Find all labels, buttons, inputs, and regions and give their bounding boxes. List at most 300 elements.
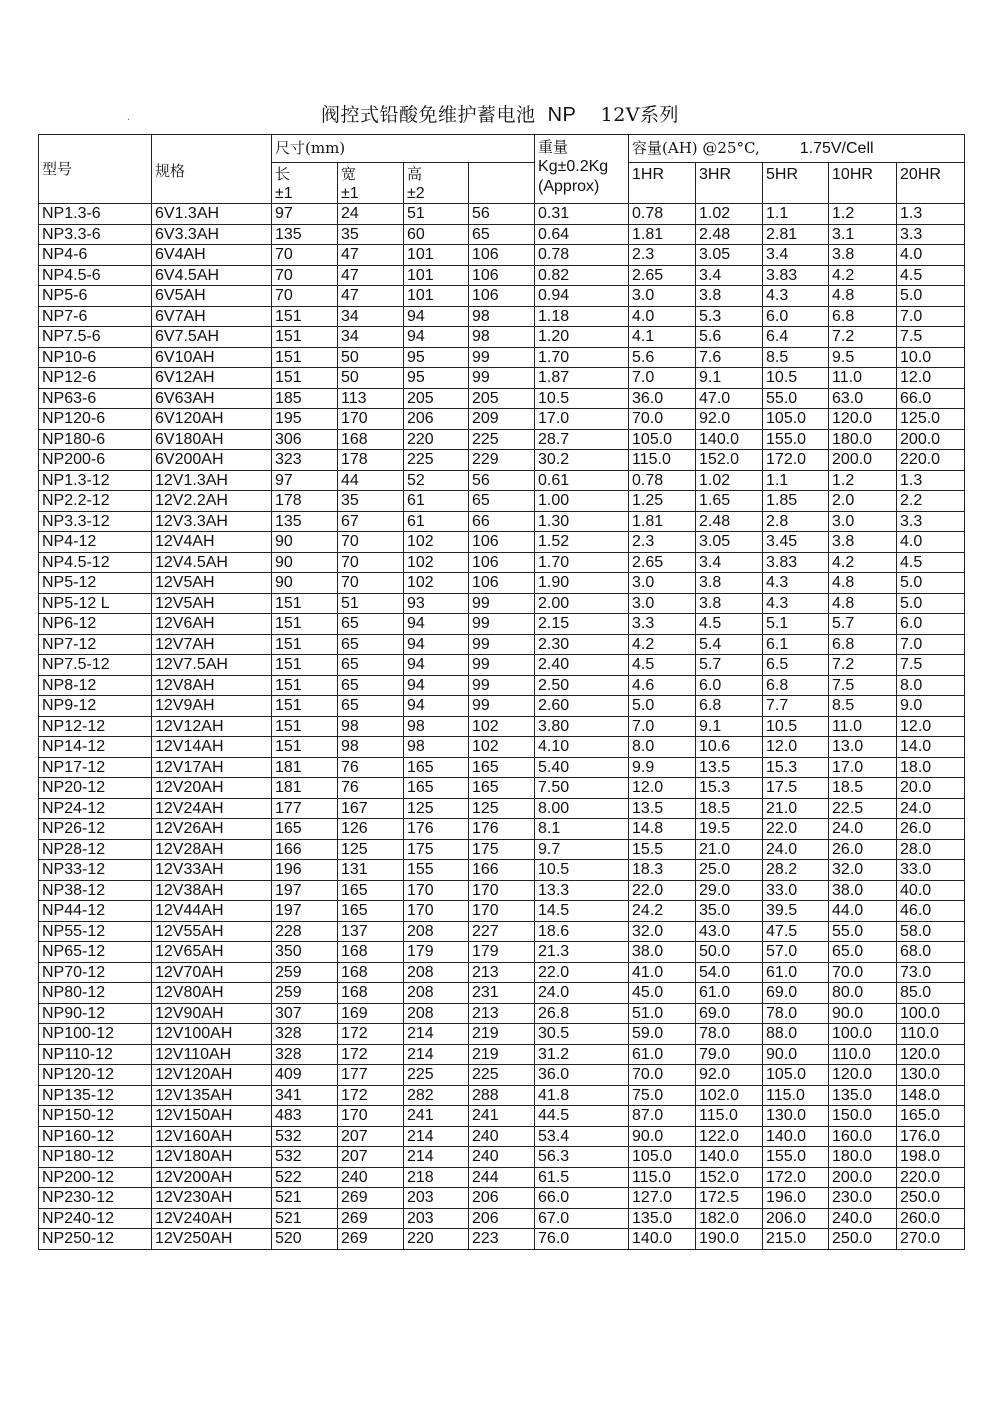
cell-weight: 66.0	[535, 1188, 629, 1209]
cell-cap-5hr: 6.0	[763, 306, 829, 327]
cell-cap-5hr: 6.5	[763, 655, 829, 676]
cell-weight: 26.8	[535, 1003, 629, 1024]
cell-weight: 2.00	[535, 593, 629, 614]
cell-cap-3hr: 122.0	[696, 1126, 763, 1147]
cell-weight: 13.3	[535, 880, 629, 901]
cell-spec: 12V100AH	[152, 1024, 272, 1045]
cell-cap-3hr: 13.5	[696, 757, 763, 778]
cell-length: 97	[272, 204, 338, 225]
cell-total-height: 170	[469, 901, 535, 922]
cell-height: 94	[404, 675, 469, 696]
cell-width: 65	[338, 614, 404, 635]
cell-height: 220	[404, 429, 469, 450]
cell-cap-10hr: 230.0	[829, 1188, 897, 1209]
cell-cap-5hr: 10.5	[763, 716, 829, 737]
cell-weight: 76.0	[535, 1229, 629, 1250]
cell-cap-1hr: 22.0	[629, 880, 696, 901]
cell-cap-20hr: 198.0	[897, 1147, 965, 1168]
cell-length: 341	[272, 1085, 338, 1106]
cell-cap-10hr: 135.0	[829, 1085, 897, 1106]
cell-cap-10hr: 110.0	[829, 1044, 897, 1065]
cell-cap-5hr: 22.0	[763, 819, 829, 840]
cell-length: 151	[272, 593, 338, 614]
cell-spec: 12V120AH	[152, 1065, 272, 1086]
cell-model: NP110-12	[39, 1044, 152, 1065]
cell-model: NP180-6	[39, 429, 152, 450]
table-row	[39, 921, 965, 942]
cell-total-height: 99	[469, 368, 535, 389]
cell-model: NP7.5-12	[39, 655, 152, 676]
cell-cap-5hr: 21.0	[763, 798, 829, 819]
cell-cap-20hr: 2.2	[897, 491, 965, 512]
cell-height: 101	[404, 286, 469, 307]
cell-width: 34	[338, 306, 404, 327]
table-row	[39, 224, 965, 245]
cell-length: 521	[272, 1208, 338, 1229]
cell-height: 165	[404, 757, 469, 778]
cell-spec: 12V160AH	[152, 1126, 272, 1147]
table-row	[39, 819, 965, 840]
stray-mark: .	[127, 112, 130, 123]
cell-weight: 1.90	[535, 573, 629, 594]
cell-model: NP4-12	[39, 532, 152, 553]
cell-cap-5hr: 6.1	[763, 634, 829, 655]
cell-width: 131	[338, 860, 404, 881]
cell-total-height: 241	[469, 1106, 535, 1127]
table-row	[39, 839, 965, 860]
cell-cap-20hr: 220.0	[897, 450, 965, 471]
page-title	[0, 100, 1000, 127]
cell-height: 170	[404, 880, 469, 901]
cell-model: NP120-12	[39, 1065, 152, 1086]
cell-cap-1hr: 1.25	[629, 491, 696, 512]
cell-model: NP14-12	[39, 737, 152, 758]
cell-model: NP10-6	[39, 347, 152, 368]
cell-cap-20hr: 7.5	[897, 327, 965, 348]
cell-cap-3hr: 5.6	[696, 327, 763, 348]
cell-height: 218	[404, 1167, 469, 1188]
cell-cap-5hr: 12.0	[763, 737, 829, 758]
cell-length: 90	[272, 552, 338, 573]
cell-height: 214	[404, 1147, 469, 1168]
cell-cap-20hr: 5.0	[897, 286, 965, 307]
cell-spec: 6V12AH	[152, 368, 272, 389]
cell-cap-3hr: 5.7	[696, 655, 763, 676]
cell-model: NP7-6	[39, 306, 152, 327]
cell-cap-1hr: 45.0	[629, 983, 696, 1004]
table-row	[39, 347, 965, 368]
cell-model: NP100-12	[39, 1024, 152, 1045]
cell-cap-20hr: 68.0	[897, 942, 965, 963]
cell-cap-3hr: 50.0	[696, 942, 763, 963]
cell-total-height: 106	[469, 552, 535, 573]
cell-spec: 12V70AH	[152, 962, 272, 983]
cell-cap-3hr: 79.0	[696, 1044, 763, 1065]
cell-cap-10hr: 120.0	[829, 409, 897, 430]
table-row	[39, 634, 965, 655]
cell-height: 214	[404, 1126, 469, 1147]
cell-cap-3hr: 3.4	[696, 265, 763, 286]
cell-length: 90	[272, 532, 338, 553]
cell-weight: 5.40	[535, 757, 629, 778]
cell-cap-5hr: 140.0	[763, 1126, 829, 1147]
cell-weight: 53.4	[535, 1126, 629, 1147]
table-row	[39, 1167, 965, 1188]
cell-total-height: 225	[469, 429, 535, 450]
table-row	[39, 286, 965, 307]
cell-cap-10hr: 22.5	[829, 798, 897, 819]
cell-cap-1hr: 14.8	[629, 819, 696, 840]
cell-length: 195	[272, 409, 338, 430]
cell-cap-1hr: 2.65	[629, 265, 696, 286]
cell-cap-5hr: 130.0	[763, 1106, 829, 1127]
table-row	[39, 532, 965, 553]
cell-length: 70	[272, 286, 338, 307]
cell-cap-1hr: 36.0	[629, 388, 696, 409]
table-row	[39, 962, 965, 983]
cell-cap-10hr: 65.0	[829, 942, 897, 963]
cell-spec: 12V230AH	[152, 1188, 272, 1209]
cell-width: 172	[338, 1085, 404, 1106]
cell-cap-3hr: 152.0	[696, 450, 763, 471]
cell-height: 102	[404, 552, 469, 573]
cell-height: 98	[404, 716, 469, 737]
cell-length: 166	[272, 839, 338, 860]
cell-length: 532	[272, 1147, 338, 1168]
cell-total-height: 98	[469, 306, 535, 327]
cell-weight: 61.5	[535, 1167, 629, 1188]
cell-height: 206	[404, 409, 469, 430]
cell-weight: 1.87	[535, 368, 629, 389]
cell-model: NP240-12	[39, 1208, 152, 1229]
cell-model: NP135-12	[39, 1085, 152, 1106]
cell-cap-20hr: 85.0	[897, 983, 965, 1004]
cell-cap-10hr: 6.8	[829, 634, 897, 655]
cell-length: 185	[272, 388, 338, 409]
cell-width: 113	[338, 388, 404, 409]
cell-width: 35	[338, 491, 404, 512]
cell-cap-20hr: 12.0	[897, 716, 965, 737]
cell-cap-20hr: 18.0	[897, 757, 965, 778]
cell-cap-20hr: 176.0	[897, 1126, 965, 1147]
table-row	[39, 1208, 965, 1229]
cell-cap-5hr: 105.0	[763, 1065, 829, 1086]
cell-cap-10hr: 18.5	[829, 778, 897, 799]
cell-model: NP8-12	[39, 675, 152, 696]
table-row	[39, 1229, 965, 1250]
cell-spec: 12V24AH	[152, 798, 272, 819]
cell-cap-3hr: 3.8	[696, 573, 763, 594]
cell-height: 208	[404, 983, 469, 1004]
cell-length: 151	[272, 737, 338, 758]
cell-total-height: 240	[469, 1147, 535, 1168]
cell-weight: 30.5	[535, 1024, 629, 1045]
cell-cap-20hr: 100.0	[897, 1003, 965, 1024]
cell-cap-20hr: 4.5	[897, 265, 965, 286]
cell-height: 175	[404, 839, 469, 860]
cell-spec: 6V10AH	[152, 347, 272, 368]
cell-width: 65	[338, 696, 404, 717]
cell-model: NP160-12	[39, 1126, 152, 1147]
cell-cap-1hr: 115.0	[629, 1167, 696, 1188]
table-row	[39, 306, 965, 327]
cell-cap-5hr: 155.0	[763, 1147, 829, 1168]
cell-weight: 0.78	[535, 245, 629, 266]
cell-cap-1hr: 51.0	[629, 1003, 696, 1024]
cell-cap-10hr: 250.0	[829, 1229, 897, 1250]
cell-height: 95	[404, 368, 469, 389]
cell-total-height: 231	[469, 983, 535, 1004]
cell-weight: 2.60	[535, 696, 629, 717]
cell-length: 520	[272, 1229, 338, 1250]
cell-model: NP250-12	[39, 1229, 152, 1250]
cell-cap-1hr: 1.81	[629, 224, 696, 245]
cell-cap-10hr: 55.0	[829, 921, 897, 942]
cell-height: 203	[404, 1188, 469, 1209]
cell-cap-3hr: 92.0	[696, 409, 763, 430]
cell-length: 90	[272, 573, 338, 594]
table-row	[39, 368, 965, 389]
cell-cap-5hr: 4.3	[763, 593, 829, 614]
cell-cap-10hr: 32.0	[829, 860, 897, 881]
cell-cap-5hr: 6.8	[763, 675, 829, 696]
cell-spec: 6V4AH	[152, 245, 272, 266]
cell-total-height: 206	[469, 1188, 535, 1209]
cell-cap-10hr: 13.0	[829, 737, 897, 758]
cell-total-height: 288	[469, 1085, 535, 1106]
table-row	[39, 429, 965, 450]
cell-spec: 6V3.3AH	[152, 224, 272, 245]
cell-length: 151	[272, 716, 338, 737]
cell-spec: 6V63AH	[152, 388, 272, 409]
table-row	[39, 880, 965, 901]
cell-length: 165	[272, 819, 338, 840]
cell-weight: 8.00	[535, 798, 629, 819]
table-row	[39, 327, 965, 348]
cell-cap-10hr: 200.0	[829, 1167, 897, 1188]
cell-cap-3hr: 43.0	[696, 921, 763, 942]
cell-height: 225	[404, 1065, 469, 1086]
table-row	[39, 983, 965, 1004]
cell-total-height: 65	[469, 224, 535, 245]
cell-total-height: 179	[469, 942, 535, 963]
cell-total-height: 106	[469, 286, 535, 307]
cell-cap-20hr: 40.0	[897, 880, 965, 901]
cell-cap-10hr: 38.0	[829, 880, 897, 901]
cell-length: 151	[272, 675, 338, 696]
cell-model: NP63-6	[39, 388, 152, 409]
cell-cap-5hr: 2.8	[763, 511, 829, 532]
cell-cap-1hr: 7.0	[629, 368, 696, 389]
cell-cap-3hr: 25.0	[696, 860, 763, 881]
cell-length: 151	[272, 655, 338, 676]
cell-height: 101	[404, 265, 469, 286]
cell-total-height: 165	[469, 778, 535, 799]
cell-cap-5hr: 78.0	[763, 1003, 829, 1024]
cell-cap-3hr: 4.5	[696, 614, 763, 635]
cell-width: 44	[338, 470, 404, 491]
header-height	[404, 163, 469, 204]
cell-cap-3hr: 18.5	[696, 798, 763, 819]
cell-model: NP20-12	[39, 778, 152, 799]
cell-cap-1hr: 2.3	[629, 245, 696, 266]
cell-height: 51	[404, 204, 469, 225]
cell-weight: 36.0	[535, 1065, 629, 1086]
header-spec: 规格	[152, 135, 272, 204]
table-row	[39, 573, 965, 594]
cell-cap-5hr: 6.4	[763, 327, 829, 348]
cell-spec: 12V26AH	[152, 819, 272, 840]
cell-total-height: 99	[469, 634, 535, 655]
cell-width: 35	[338, 224, 404, 245]
cell-width: 98	[338, 737, 404, 758]
cell-weight: 4.10	[535, 737, 629, 758]
cell-total-height: 244	[469, 1167, 535, 1188]
cell-width: 177	[338, 1065, 404, 1086]
cell-total-height: 176	[469, 819, 535, 840]
cell-weight: 18.6	[535, 921, 629, 942]
cell-spec: 6V4.5AH	[152, 265, 272, 286]
cell-cap-5hr: 115.0	[763, 1085, 829, 1106]
cell-cap-5hr: 105.0	[763, 409, 829, 430]
cell-width: 50	[338, 368, 404, 389]
cell-cap-10hr: 44.0	[829, 901, 897, 922]
table-row	[39, 204, 965, 225]
cell-height: 155	[404, 860, 469, 881]
cell-cap-1hr: 7.0	[629, 716, 696, 737]
cell-total-height: 213	[469, 962, 535, 983]
cell-spec: 6V5AH	[152, 286, 272, 307]
cell-cap-5hr: 39.5	[763, 901, 829, 922]
cell-weight: 21.3	[535, 942, 629, 963]
cell-length: 196	[272, 860, 338, 881]
cell-model: NP90-12	[39, 1003, 152, 1024]
cell-cap-1hr: 4.5	[629, 655, 696, 676]
cell-height: 220	[404, 1229, 469, 1250]
cell-length: 328	[272, 1044, 338, 1065]
cell-height: 102	[404, 573, 469, 594]
cell-total-height: 106	[469, 573, 535, 594]
cell-length: 177	[272, 798, 338, 819]
table-row	[39, 552, 965, 573]
table-row	[39, 593, 965, 614]
cell-model: NP80-12	[39, 983, 152, 1004]
cell-cap-5hr: 69.0	[763, 983, 829, 1004]
cell-cap-1hr: 13.5	[629, 798, 696, 819]
cell-model: NP4.5-12	[39, 552, 152, 573]
cell-model: NP2.2-12	[39, 491, 152, 512]
cell-model: NP33-12	[39, 860, 152, 881]
cell-cap-10hr: 11.0	[829, 368, 897, 389]
cell-width: 65	[338, 675, 404, 696]
cell-cap-20hr: 7.0	[897, 634, 965, 655]
cell-total-height: 99	[469, 655, 535, 676]
cell-length: 151	[272, 614, 338, 635]
header-3hr: 3HR	[696, 163, 763, 204]
table-row	[39, 1085, 965, 1106]
cell-cap-3hr: 61.0	[696, 983, 763, 1004]
table-row	[39, 388, 965, 409]
cell-width: 24	[338, 204, 404, 225]
cell-total-height: 65	[469, 491, 535, 512]
cell-width: 125	[338, 839, 404, 860]
cell-spec: 12V14AH	[152, 737, 272, 758]
table-row	[39, 901, 965, 922]
header-5hr: 5HR	[763, 163, 829, 204]
cell-cap-3hr: 2.48	[696, 224, 763, 245]
cell-cap-10hr: 3.8	[829, 532, 897, 553]
cell-height: 94	[404, 327, 469, 348]
cell-length: 197	[272, 880, 338, 901]
cell-weight: 9.7	[535, 839, 629, 860]
cell-width: 67	[338, 511, 404, 532]
cell-cap-5hr: 55.0	[763, 388, 829, 409]
cell-spec: 6V7AH	[152, 306, 272, 327]
cell-spec: 12V4.5AH	[152, 552, 272, 573]
cell-model: NP38-12	[39, 880, 152, 901]
cell-total-height: 175	[469, 839, 535, 860]
cell-total-height: 99	[469, 675, 535, 696]
cell-weight: 0.61	[535, 470, 629, 491]
cell-cap-5hr: 15.3	[763, 757, 829, 778]
cell-model: NP1.3-12	[39, 470, 152, 491]
cell-cap-1hr: 3.0	[629, 593, 696, 614]
cell-spec: 12V2.2AH	[152, 491, 272, 512]
cell-cap-10hr: 3.1	[829, 224, 897, 245]
cell-cap-5hr: 172.0	[763, 450, 829, 471]
cell-width: 269	[338, 1229, 404, 1250]
cell-cap-10hr: 240.0	[829, 1208, 897, 1229]
cell-width: 50	[338, 347, 404, 368]
cell-weight: 56.3	[535, 1147, 629, 1168]
cell-width: 126	[338, 819, 404, 840]
cell-height: 94	[404, 696, 469, 717]
cell-length: 151	[272, 327, 338, 348]
cell-cap-3hr: 172.5	[696, 1188, 763, 1209]
cell-width: 167	[338, 798, 404, 819]
table-row	[39, 491, 965, 512]
cell-width: 170	[338, 1106, 404, 1127]
header-capacity	[629, 135, 965, 163]
cell-height: 165	[404, 778, 469, 799]
cell-model: NP3.3-6	[39, 224, 152, 245]
cell-cap-20hr: 4.0	[897, 532, 965, 553]
cell-cap-1hr: 3.0	[629, 286, 696, 307]
header-dimensions-label: 尺寸(mm)	[275, 139, 346, 157]
cell-width: 70	[338, 573, 404, 594]
cell-cap-20hr: 58.0	[897, 921, 965, 942]
cell-cap-5hr: 88.0	[763, 1024, 829, 1045]
cell-cap-5hr: 61.0	[763, 962, 829, 983]
cell-cap-20hr: 125.0	[897, 409, 965, 430]
cell-cap-1hr: 2.3	[629, 532, 696, 553]
cell-weight: 1.52	[535, 532, 629, 553]
cell-cap-3hr: 3.8	[696, 286, 763, 307]
cell-cap-10hr: 8.5	[829, 696, 897, 717]
cell-model: NP1.3-6	[39, 204, 152, 225]
cell-spec: 12V44AH	[152, 901, 272, 922]
cell-width: 47	[338, 245, 404, 266]
cell-cap-1hr: 105.0	[629, 1147, 696, 1168]
cell-spec: 12V1.3AH	[152, 470, 272, 491]
cell-cap-3hr: 140.0	[696, 1147, 763, 1168]
cell-spec: 12V20AH	[152, 778, 272, 799]
cell-cap-5hr: 155.0	[763, 429, 829, 450]
cell-length: 135	[272, 511, 338, 532]
header-dimensions	[272, 135, 535, 163]
cell-cap-20hr: 33.0	[897, 860, 965, 881]
cell-cap-20hr: 148.0	[897, 1085, 965, 1106]
